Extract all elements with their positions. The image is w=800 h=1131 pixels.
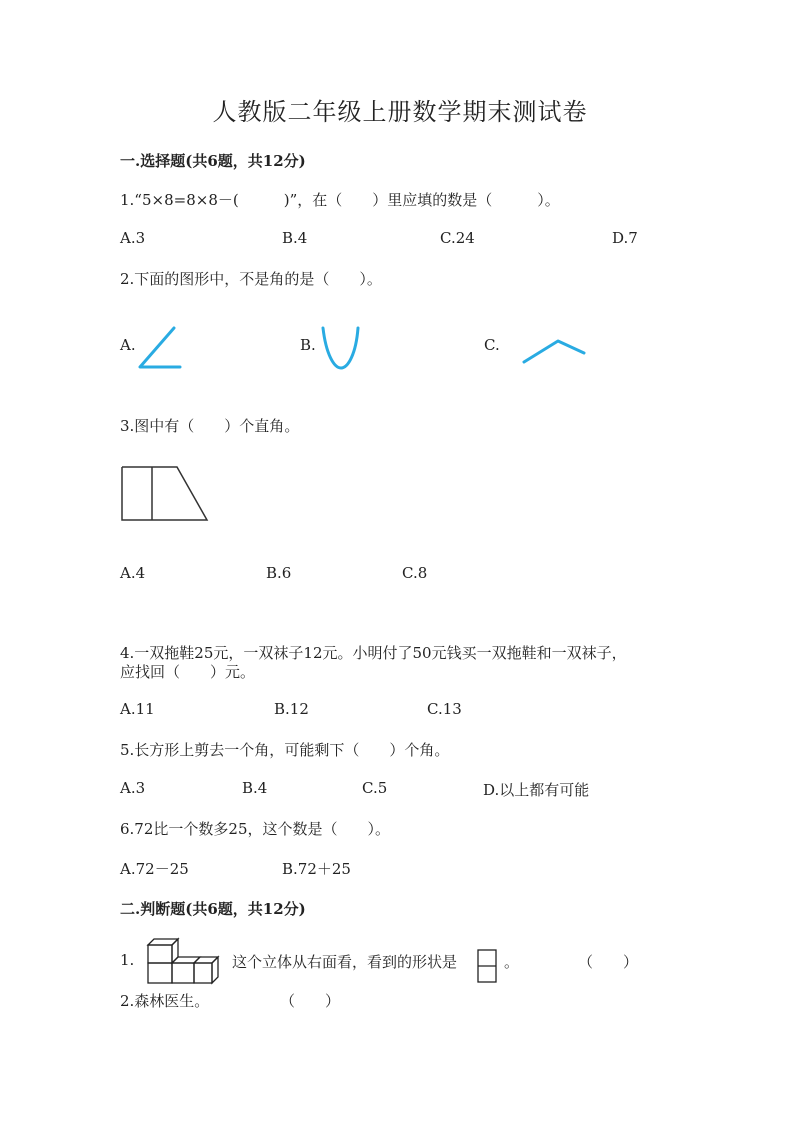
judgement-1-number: 1. <box>120 951 135 969</box>
q5-option-c: C.5 <box>362 779 388 797</box>
question-5: 5.长方形上剪去一个角，可能剩下（ ）个角。 <box>120 741 450 759</box>
judgement-1-answer-bracket[interactable]: （ ） <box>578 953 639 971</box>
q4-option-a: A.11 <box>120 700 155 718</box>
q3-option-b: B.6 <box>266 564 292 582</box>
q1-option-b: B.4 <box>282 229 308 247</box>
q6-option-b: B.72＋25 <box>282 860 351 878</box>
q1-option-a: A.3 <box>120 229 146 247</box>
q6-option-a: A.72－25 <box>120 860 189 878</box>
section-heading-judgement: 二.判断题(共6题，共12分) <box>120 900 306 918</box>
right-view-figure <box>476 948 500 986</box>
q2-label-c: C. <box>484 336 500 354</box>
q2-label-b: B. <box>300 336 316 354</box>
judgement-2-answer-bracket[interactable]: （ ） <box>280 992 341 1010</box>
q5-option-d: D.以上都有可能 <box>483 781 590 799</box>
judgement-1-end: 。 <box>504 953 520 971</box>
judgement-2-text: 2.森林医生。 <box>120 992 210 1010</box>
question-1: 1.“5×8=8×8－( )”，在（ ）里应填的数是（ ）。 <box>120 191 560 209</box>
section-heading-choice: 一.选择题(共6题，共12分) <box>120 152 306 170</box>
cube-stack-figure <box>144 937 220 987</box>
question-2: 2.下面的图形中，不是角的是（ ）。 <box>120 270 382 288</box>
q2-label-a: A. <box>120 336 136 354</box>
q4-option-b: B.12 <box>274 700 309 718</box>
q5-option-a: A.3 <box>120 779 146 797</box>
question-4-line-2: 应找回（ ）元。 <box>120 663 256 681</box>
question-3: 3.图中有（ ）个直角。 <box>120 417 300 435</box>
q2-curve-figure-b <box>318 322 368 377</box>
q2-broken-line-figure-c <box>520 336 590 366</box>
page-title: 人教版二年级上册数学期末测试卷 <box>212 98 588 126</box>
q3-right-angle-figure <box>120 465 215 525</box>
q3-option-a: A.4 <box>120 564 146 582</box>
q3-option-c: C.8 <box>402 564 428 582</box>
q1-option-c: C.24 <box>440 229 475 247</box>
question-4-line-1: 4.一双拖鞋25元，一双袜子12元。小明付了50元钱买一双拖鞋和一双袜子， <box>120 644 627 662</box>
q1-option-d: D.7 <box>612 229 638 247</box>
q4-option-c: C.13 <box>427 700 462 718</box>
q2-angle-figure-a <box>136 322 186 372</box>
q5-option-b: B.4 <box>242 779 268 797</box>
judgement-1-text: 这个立体从右面看，看到的形状是 <box>232 953 458 971</box>
question-6: 6.72比一个数多25，这个数是（ ）。 <box>120 820 390 838</box>
